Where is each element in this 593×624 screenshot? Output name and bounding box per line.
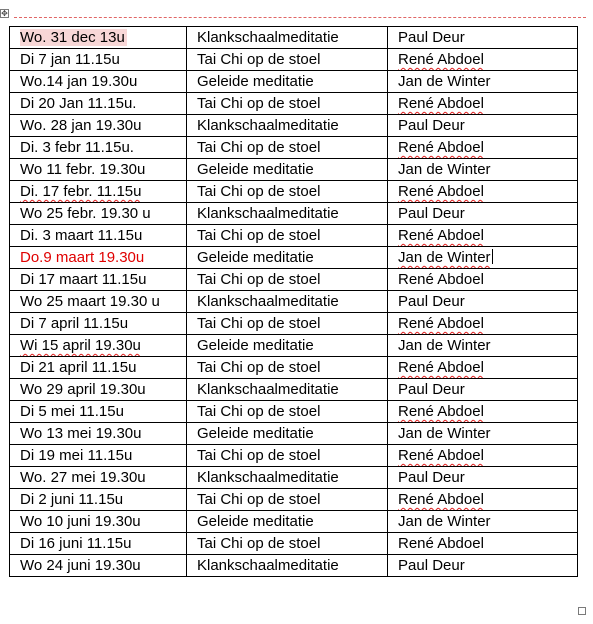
activity-text: Geleide meditatie (197, 425, 314, 442)
teacher-text: Jan de Winter (398, 249, 491, 266)
date-cell[interactable] (10, 489, 187, 511)
date-cell[interactable] (10, 423, 187, 445)
date-cell[interactable] (10, 335, 187, 357)
date-cell[interactable] (10, 401, 187, 423)
date-cell[interactable] (10, 511, 187, 533)
teacher-cell[interactable] (388, 159, 578, 181)
teacher-cell[interactable] (388, 269, 578, 291)
activity-cell[interactable] (187, 71, 388, 93)
teacher-text: René Abdoel (398, 95, 484, 112)
teacher-cell[interactable] (388, 181, 578, 203)
teacher-cell[interactable] (388, 203, 578, 225)
schedule-table (9, 26, 578, 577)
table-row (10, 423, 578, 445)
teacher-cell[interactable] (388, 247, 578, 269)
teacher-text: René Abdoel (398, 447, 484, 464)
activity-cell[interactable] (187, 379, 388, 401)
table-row (10, 379, 578, 401)
activity-text: Tai Chi op de stoel (197, 447, 321, 464)
activity-text: Geleide meditatie (197, 513, 314, 530)
teacher-text: René Abdoel (398, 491, 484, 508)
teacher-cell[interactable] (388, 313, 578, 335)
activity-text: Tai Chi op de stoel (197, 271, 321, 288)
teacher-cell[interactable] (388, 71, 578, 93)
date-cell[interactable] (10, 49, 187, 71)
teacher-cell[interactable] (388, 291, 578, 313)
activity-cell[interactable] (187, 423, 388, 445)
date-cell[interactable] (10, 357, 187, 379)
teacher-text: Paul Deur (398, 29, 465, 46)
activity-cell[interactable] (187, 115, 388, 137)
activity-cell[interactable] (187, 137, 388, 159)
teacher-text: Paul Deur (398, 469, 465, 486)
activity-cell[interactable] (187, 159, 388, 181)
teacher-text: René Abdoel (398, 271, 484, 288)
teacher-text: Jan de Winter (398, 161, 491, 178)
activity-text: Tai Chi op de stoel (197, 403, 321, 420)
table-row (10, 467, 578, 489)
activity-cell[interactable] (187, 357, 388, 379)
teacher-text: Paul Deur (398, 205, 465, 222)
activity-cell[interactable] (187, 93, 388, 115)
activity-cell[interactable] (187, 335, 388, 357)
table-row (10, 225, 578, 247)
activity-text: Klankschaalmeditatie (197, 293, 339, 310)
activity-cell[interactable] (187, 445, 388, 467)
date-text: Wi 15 april 19.30u (20, 337, 141, 354)
activity-cell[interactable] (187, 511, 388, 533)
teacher-cell[interactable] (388, 401, 578, 423)
table-row (10, 511, 578, 533)
table-row (10, 445, 578, 467)
activity-text: Geleide meditatie (197, 337, 314, 354)
teacher-text: René Abdoel (398, 403, 484, 420)
date-cell[interactable] (10, 181, 187, 203)
teacher-cell[interactable] (388, 379, 578, 401)
teacher-cell[interactable] (388, 357, 578, 379)
activity-text: Tai Chi op de stoel (197, 95, 321, 112)
activity-cell[interactable] (187, 313, 388, 335)
activity-text: Tai Chi op de stoel (197, 139, 321, 156)
activity-cell[interactable] (187, 49, 388, 71)
date-text: Wo. 27 mei 19.30u (20, 469, 146, 486)
date-cell[interactable] (10, 71, 187, 93)
teacher-cell[interactable] (388, 555, 578, 577)
table-row (10, 335, 578, 357)
date-text: Wo 11 febr. 19.30u (20, 161, 146, 178)
teacher-cell[interactable] (388, 27, 578, 49)
activity-cell[interactable] (187, 247, 388, 269)
activity-cell[interactable] (187, 181, 388, 203)
activity-text: Geleide meditatie (197, 249, 314, 266)
teacher-text: René Abdoel (398, 51, 484, 68)
teacher-cell[interactable] (388, 533, 578, 555)
activity-text: Tai Chi op de stoel (197, 315, 321, 332)
activity-cell[interactable] (187, 291, 388, 313)
date-cell[interactable] (10, 269, 187, 291)
teacher-cell[interactable] (388, 137, 578, 159)
teacher-text: René Abdoel (398, 227, 484, 244)
teacher-cell[interactable] (388, 115, 578, 137)
selection-boundary (14, 17, 586, 18)
date-cell[interactable] (10, 445, 187, 467)
table-row (10, 137, 578, 159)
table-move-handle-icon[interactable]: ✥ (1, 9, 8, 18)
table-row (10, 49, 578, 71)
activity-text: Klankschaalmeditatie (197, 469, 339, 486)
table-row (10, 401, 578, 423)
teacher-cell[interactable] (388, 225, 578, 247)
date-text: Wo 29 april 19.30u (20, 381, 146, 398)
date-cell[interactable] (10, 247, 187, 269)
table-row (10, 181, 578, 203)
teacher-text: Paul Deur (398, 557, 465, 574)
activity-text: Tai Chi op de stoel (197, 359, 321, 376)
activity-text: Tai Chi op de stoel (197, 51, 321, 68)
date-text: Wo 25 febr. 19.30 u (20, 205, 151, 222)
teacher-cell[interactable] (388, 445, 578, 467)
date-text: Di 7 jan 11.15u (20, 51, 120, 68)
date-text: Wo 13 mei 19.30u (20, 425, 142, 442)
table-row (10, 357, 578, 379)
date-cell[interactable] (10, 203, 187, 225)
table-resize-handle-icon[interactable] (578, 607, 586, 615)
activity-text: Klankschaalmeditatie (197, 117, 339, 134)
teacher-cell[interactable] (388, 49, 578, 71)
table-row (10, 203, 578, 225)
date-cell[interactable] (10, 291, 187, 313)
table-row (10, 269, 578, 291)
teacher-text: René Abdoel (398, 139, 484, 156)
activity-text: Tai Chi op de stoel (197, 491, 321, 508)
date-text: Di 2 juni 11.15u (20, 491, 124, 508)
activity-text: Geleide meditatie (197, 73, 314, 90)
table-row (10, 27, 578, 49)
table-row (10, 93, 578, 115)
teacher-cell[interactable] (388, 93, 578, 115)
activity-text: Geleide meditatie (197, 161, 314, 178)
date-text: Di 16 juni 11.15u (20, 535, 132, 552)
activity-cell[interactable] (187, 269, 388, 291)
date-cell[interactable] (10, 225, 187, 247)
activity-text: Tai Chi op de stoel (197, 183, 321, 200)
date-text: Di. 17 febr. 11.15u (20, 183, 142, 200)
date-cell[interactable] (10, 313, 187, 335)
teacher-text: René Abdoel (398, 359, 484, 376)
date-text: Di 20 Jan 11.15u. (20, 95, 137, 112)
activity-text: Klankschaalmeditatie (197, 557, 339, 574)
table-row (10, 291, 578, 313)
teacher-text: René Abdoel (398, 535, 484, 552)
date-cell[interactable] (10, 467, 187, 489)
activity-cell[interactable] (187, 533, 388, 555)
date-text: Di 5 mei 11.15u (20, 403, 124, 420)
table-row (10, 247, 578, 269)
date-cell[interactable] (10, 159, 187, 181)
teacher-cell[interactable] (388, 511, 578, 533)
date-cell[interactable] (10, 555, 187, 577)
activity-cell[interactable] (187, 555, 388, 577)
table-row (10, 489, 578, 511)
date-cell[interactable] (10, 137, 187, 159)
activity-cell[interactable] (187, 467, 388, 489)
teacher-text: René Abdoel (398, 315, 484, 332)
date-cell[interactable] (10, 533, 187, 555)
activity-text: Klankschaalmeditatie (197, 205, 339, 222)
teacher-text: René Abdoel (398, 183, 484, 200)
activity-cell[interactable] (187, 225, 388, 247)
teacher-text: Jan de Winter (398, 425, 491, 442)
date-text: Di. 3 maart 11.15u (20, 227, 143, 244)
date-text: Wo. 31 dec 13u (20, 29, 125, 46)
teacher-cell[interactable] (388, 335, 578, 357)
date-text: Wo 25 maart 19.30 u (20, 293, 160, 310)
teacher-cell[interactable] (388, 467, 578, 489)
teacher-text: Jan de Winter (398, 73, 491, 90)
teacher-cell[interactable] (388, 423, 578, 445)
schedule-table-body (10, 27, 578, 577)
table-row (10, 313, 578, 335)
date-text: Di 17 maart 11.15u (20, 271, 147, 288)
table-row (10, 71, 578, 93)
date-text: Wo 24 juni 19.30u (20, 557, 141, 574)
date-cell[interactable] (10, 379, 187, 401)
date-text: Di 21 april 11.15u (20, 359, 137, 376)
table-row (10, 115, 578, 137)
activity-text: Tai Chi op de stoel (197, 227, 321, 244)
date-text: Di 19 mei 11.15u (20, 447, 133, 464)
teacher-text: Jan de Winter (398, 337, 491, 354)
activity-cell[interactable] (187, 401, 388, 423)
teacher-cell[interactable] (388, 489, 578, 511)
activity-cell[interactable] (187, 489, 388, 511)
activity-text: Tai Chi op de stoel (197, 535, 321, 552)
teacher-text: Jan de Winter (398, 513, 491, 530)
date-cell[interactable] (10, 27, 187, 49)
date-text: Wo.14 jan 19.30u (20, 73, 138, 90)
date-cell[interactable] (10, 93, 187, 115)
activity-cell[interactable] (187, 203, 388, 225)
table-row (10, 159, 578, 181)
table-row (10, 555, 578, 577)
activity-text: Klankschaalmeditatie (197, 381, 339, 398)
date-cell[interactable] (10, 115, 187, 137)
activity-cell[interactable] (187, 27, 388, 49)
teacher-text: Paul Deur (398, 117, 465, 134)
date-text: Wo. 28 jan 19.30u (20, 117, 142, 134)
date-text: Wo 10 juni 19.30u (20, 513, 141, 530)
date-text: Di. 3 febr 11.15u. (20, 139, 134, 156)
table-row (10, 533, 578, 555)
teacher-text: Paul Deur (398, 381, 465, 398)
date-text: Di 7 april 11.15u (20, 315, 129, 332)
teacher-text: Paul Deur (398, 293, 465, 310)
date-text: Do.9 maart 19.30u (20, 249, 145, 266)
activity-text: Klankschaalmeditatie (197, 29, 339, 46)
